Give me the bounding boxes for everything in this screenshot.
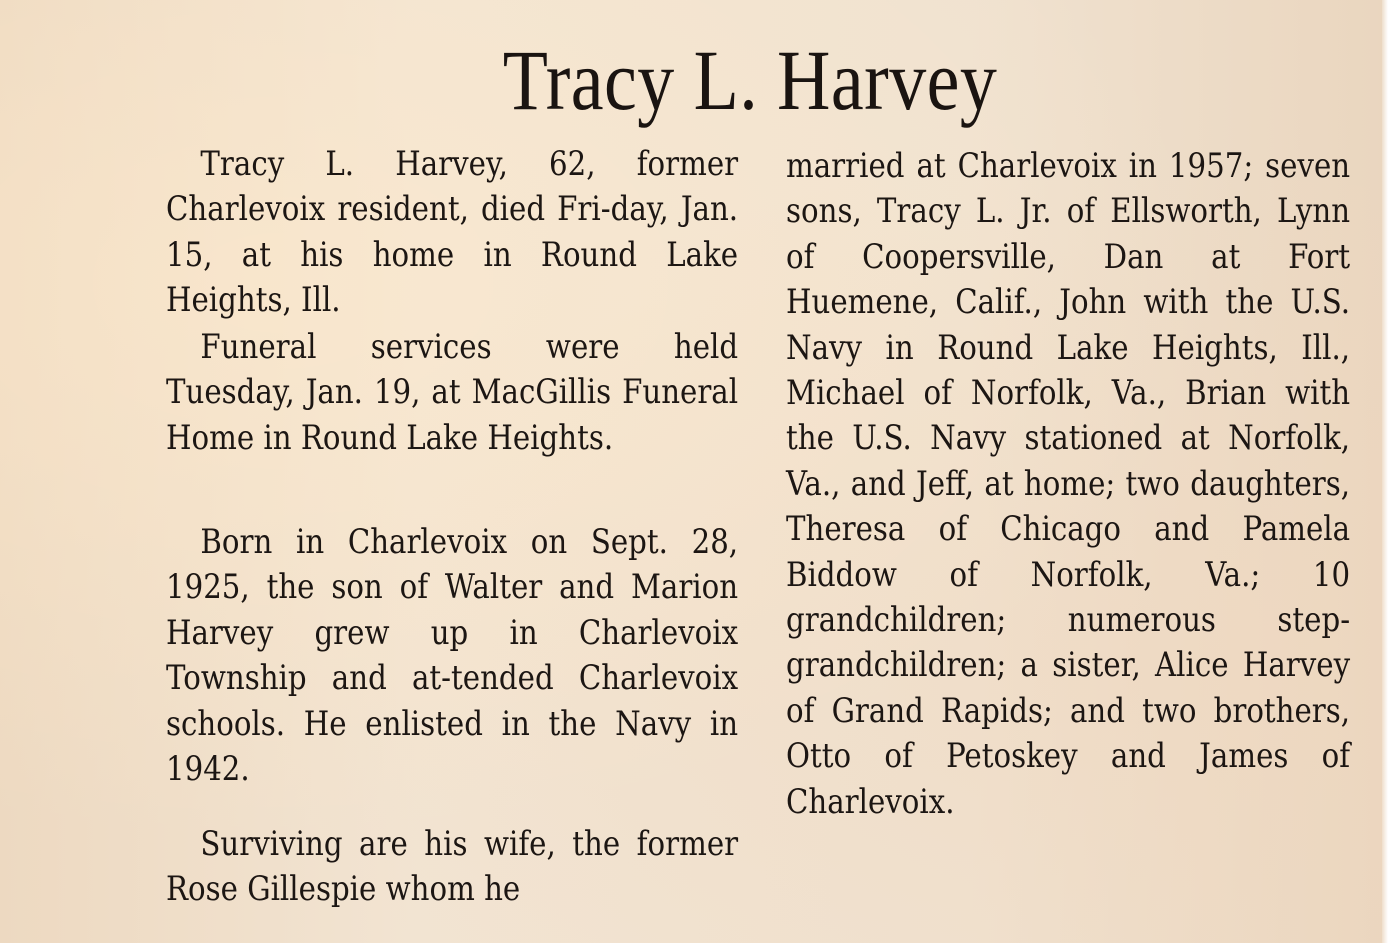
paragraph-survivors-continued: married at Charlevoix in 1957; seven sons, Tracy L. Jr. of Ellsworth, Lynn of Coopersville, Dan at Fort Huemene, Calif., John with the U.S. Navy in Round Lake Heights, Ill., Michael of Norfolk, Va., Brian with the U.S. Navy stationed at Norfolk, Va., and Jeff, at home; two daughters, Theresa of Chicago and Pamela Biddow of Norfolk, Va.; 10 grandchildren; numerous step-grandchildren; a sister, Alice Harvey of Grand Rapids; and two brothers, Otto of Petoskey and James of Charlevoix. [786,146,1351,822]
obituary-headline: Tracy L. Harvey [502,32,998,128]
paragraph-death-notice: Tracy L. Harvey, 62, former Charlevoix resident, died Fri-day, Jan. 15, at his home in Round Lake Heights, Ill. [166,144,739,321]
clipping-edge [1382,0,1388,943]
paragraph-funeral-services: Funeral services were held Tuesday, Jan. 19, at MacGillis Funeral Home in Round Lake Heights. [166,327,739,458]
paragraph-biography: Born in Charlevoix on Sept. 28, 1925, the son of Walter and Marion Harvey grew up in Charlevoix Township and at-tended Charlevoix schools. He enlisted in the Navy in 1942. [166,522,739,790]
paragraph-survivors-start: Surviving are his wife, the former Rose Gillespie whom he [166,824,739,910]
